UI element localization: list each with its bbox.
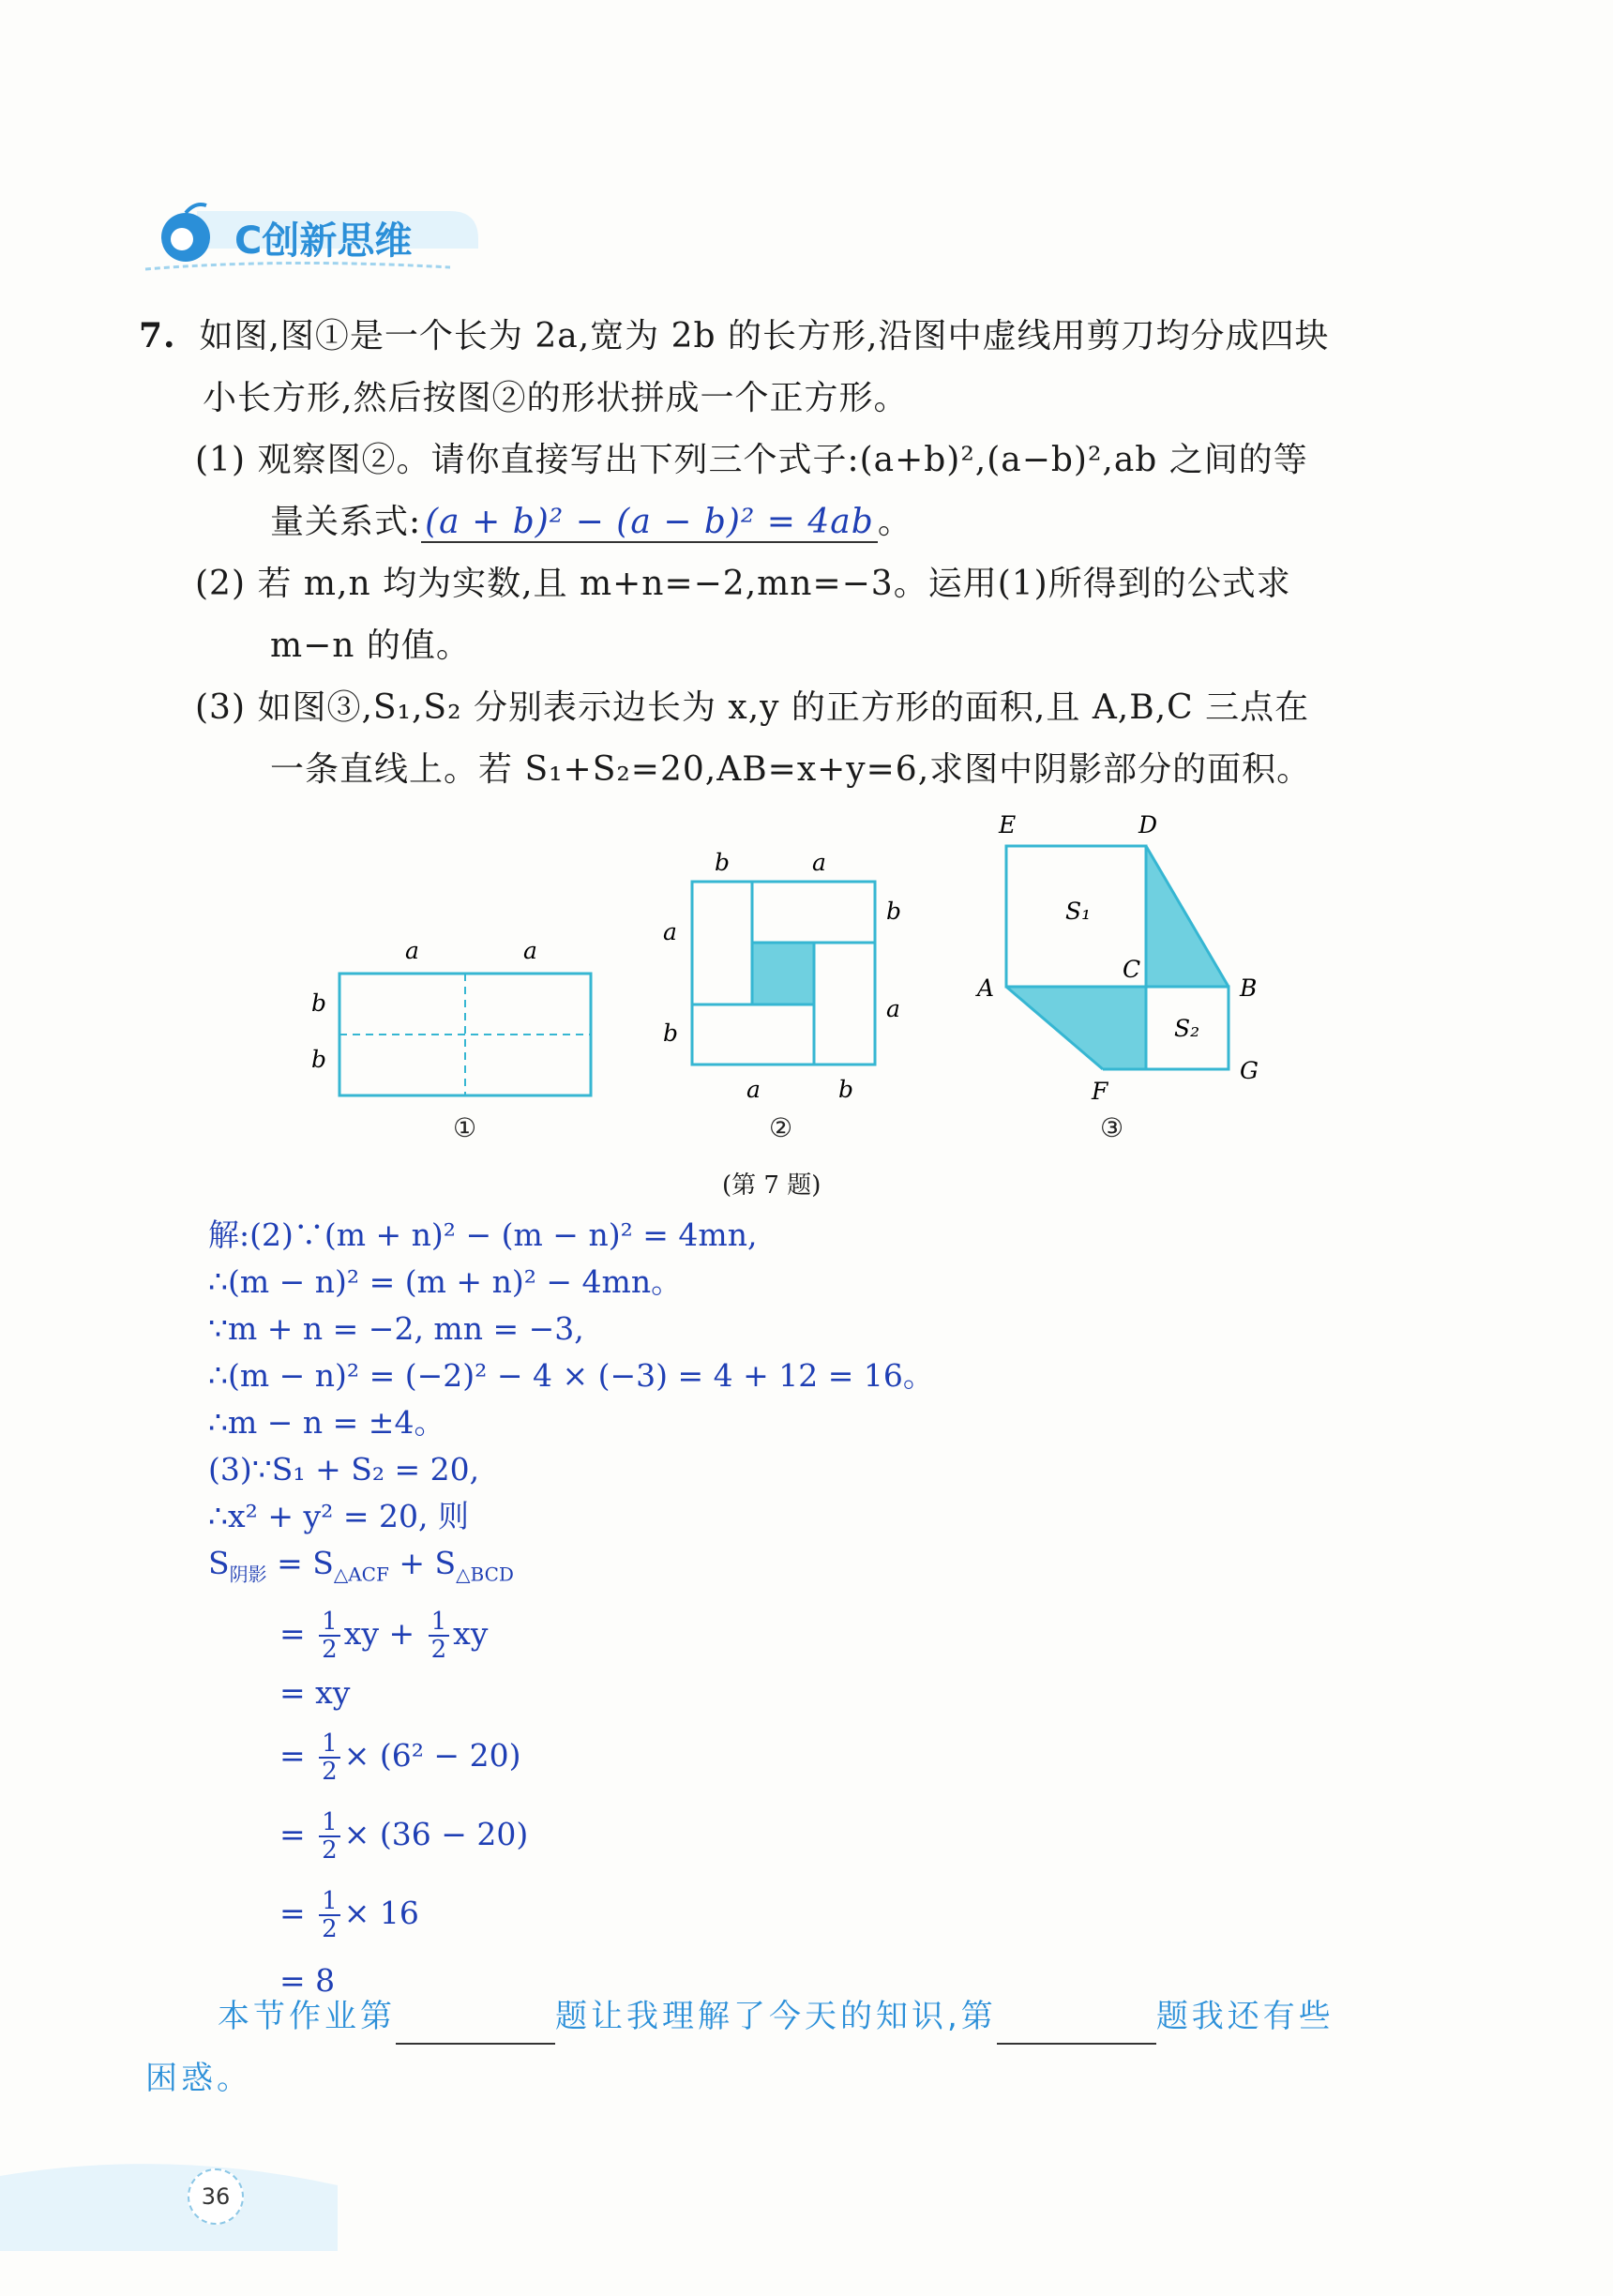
figure-1 xyxy=(311,937,591,1143)
solution-line: ∵m + n = −2, mn = −3, xyxy=(208,1310,584,1347)
part2-line1: (2) 若 m,n 均为实数,且 m+n=−2,mn=−3。运用(1)所得到的公式求 xyxy=(195,565,1291,603)
solution-line: = $\frac{1}{2}$ × (36 − 20) xyxy=(279,1807,529,1865)
fig1-label-b1: b xyxy=(311,989,327,1017)
section-header xyxy=(141,192,497,277)
fraction-half: $\frac{1}{2}$ xyxy=(319,1888,340,1942)
fig3-label-B: B xyxy=(1240,974,1258,1002)
solution-line: 解:(2)∵(m + n)² − (m − n)² = 4mn, xyxy=(208,1216,758,1253)
fig2-label-top-a: a xyxy=(812,849,826,876)
fraction-half: $\frac{1}{2}$ xyxy=(319,1730,340,1785)
solution-line: ∴(m − n)² = (m + n)² − 4mn。 xyxy=(208,1263,683,1300)
part2-line2: m−n 的值。 xyxy=(270,627,471,665)
fraction-half: $\frac{1}{2}$ xyxy=(319,1809,340,1864)
fig3-label-E: E xyxy=(999,811,1017,838)
page-number: 36 xyxy=(188,2168,244,2225)
solution-line: = $\frac{1}{2}$ xy + $\frac{1}{2}$ xy xyxy=(279,1607,489,1664)
solution-final-line: = 8 xyxy=(279,1962,336,1999)
reflection-blank-1[interactable] xyxy=(396,2011,555,2045)
reflection-line2: 困惑。 xyxy=(145,2060,252,2097)
fig2-number: ② xyxy=(769,1112,793,1143)
fig1-number: ① xyxy=(453,1112,477,1143)
part3-line1: (3) 如图③,S₁,S₂ 分别表示边长为 x,y 的正方形的面积,且 A,B,C 三点在 xyxy=(195,688,1310,727)
part1-line1: (1) 观察图②。请你直接写出下列三个式子:(a+b)²,(a−b)²,ab 之间的等 xyxy=(195,441,1308,479)
solution-line: (3)∵S₁ + S₂ = 20, xyxy=(208,1451,480,1488)
figure-caption: (第 7 题) xyxy=(722,1171,822,1200)
fig2-label-left-a: a xyxy=(663,918,677,945)
part3-line2: 一条直线上。若 S₁+S₂=20,AB=x+y=6,求图中阴影部分的面积。 xyxy=(270,750,1312,789)
fig2-label-bottom-b: b xyxy=(838,1076,854,1103)
figure-3 xyxy=(975,811,1259,1143)
fig1-label-a2: a xyxy=(523,937,537,964)
fig3-label-G: G xyxy=(1240,1057,1259,1084)
fig3-label-A: A xyxy=(977,974,995,1002)
solution-line: ∴m − n = ±4。 xyxy=(208,1404,445,1441)
question-block xyxy=(139,305,1433,801)
fig2-label-bottom-a: a xyxy=(746,1076,761,1103)
fig2-label-right-a: a xyxy=(886,995,900,1022)
fig3-label-S2: S₂ xyxy=(1174,1015,1200,1042)
solution-line: ∴x² + y² = 20, 则 xyxy=(208,1498,469,1534)
reflection-line1: 本节作业第 题让我理解了今天的知识,第 题我还有些 xyxy=(218,1988,1334,2045)
fig2-label-left-b: b xyxy=(663,1020,679,1047)
fraction-half: $\frac{1}{2}$ xyxy=(429,1609,450,1663)
page-footer-wave xyxy=(0,2148,338,2251)
solution-block xyxy=(208,1212,934,1953)
question-line1: 7. 如图,图①是一个长为 2a,宽为 2b 的长方形,沿图中虚线用剪刀均分成四块 xyxy=(139,316,1330,355)
fig3-label-F: F xyxy=(1092,1078,1108,1105)
fig2-label-right-b: b xyxy=(886,898,902,925)
fig3-label-S1: S₁ xyxy=(1065,898,1092,925)
solution-line: $S_{阴影} = S_{\triangle ACF} + S_{\triangle BCD}$ xyxy=(208,1545,514,1586)
page-footer xyxy=(0,2148,338,2251)
part1-answer: (a + b)² − (a − b)² = 4ab xyxy=(421,503,878,543)
question-line2: 小长方形,然后按图②的形状拼成一个正方形。 xyxy=(203,379,909,417)
solution-line: = $\frac{1}{2}$ × 16 xyxy=(279,1886,419,1943)
solution-line: = $\frac{1}{2}$ × (6² − 20) xyxy=(279,1729,521,1786)
fig3-label-D: D xyxy=(1138,811,1158,838)
solution-line: ∴(m − n)² = (−2)² − 4 × (−3) = 4 + 12 = 16。 xyxy=(208,1357,934,1394)
part1-line2: 量关系式: (a + b)² − (a − b)² = 4ab 。 xyxy=(270,503,912,541)
figure-2 xyxy=(663,849,901,1143)
fig1-label-b2: b xyxy=(311,1046,327,1073)
figures xyxy=(281,797,1313,1191)
solution-line: = xy xyxy=(279,1673,351,1711)
fig3-label-C: C xyxy=(1123,956,1141,983)
fig1-label-a1: a xyxy=(405,937,419,964)
fig2-label-top-b: b xyxy=(715,849,731,876)
section-title: C创新思维 xyxy=(234,219,413,263)
fraction-half: $\frac{1}{2}$ xyxy=(319,1609,340,1663)
reflection-blank-2[interactable] xyxy=(997,2011,1156,2045)
fig3-number: ③ xyxy=(1100,1112,1124,1143)
